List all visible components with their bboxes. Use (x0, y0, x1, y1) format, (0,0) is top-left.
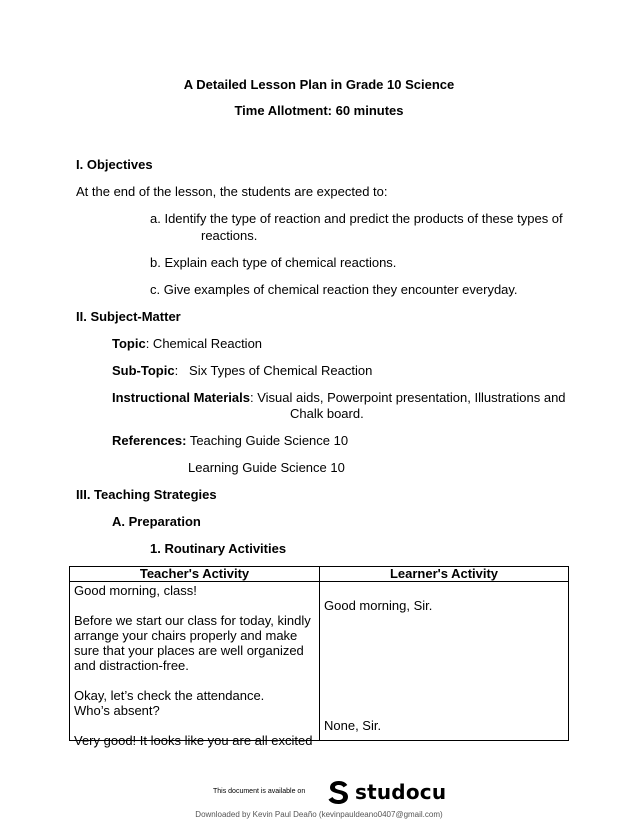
table-header-row (70, 567, 569, 582)
learner-line (324, 688, 564, 703)
teacher-line: arrange your chairs properly and make (74, 628, 298, 643)
topic-line (112, 336, 262, 352)
teacher-line: Okay, let’s check the attendance. (74, 688, 265, 703)
teacher-line: Before we start our class for today, kindly (74, 613, 311, 628)
footer-downloaded-text: Downloaded by Kevin Paul Deaño (kevinpauldeano0407@gmail.com) (195, 810, 443, 819)
teacher-line (74, 718, 315, 733)
teacher-activity-header: Teacher's Activity (70, 567, 320, 582)
materials-label: Instructional Materials (112, 390, 250, 405)
studocu-brand-text[interactable]: studocu (355, 780, 447, 804)
objectives-heading: I. Objectives (76, 157, 153, 172)
references-line (112, 433, 348, 449)
table-row (70, 582, 569, 741)
objective-c: c. Give examples of chemical reaction they encounter everyday. (150, 282, 518, 297)
learner-line: None, Sir. (324, 718, 382, 733)
subtopic-value: : Six Types of Chemical Reaction (174, 363, 373, 378)
routinary-heading: 1. Routinary Activities (150, 541, 287, 556)
topic-value: : Chemical Reaction (145, 336, 263, 351)
references-value: Teaching Guide Science 10 (186, 433, 349, 448)
learner-line (324, 733, 564, 748)
materials-value: : Visual aids, Powerpoint presentation, Illustrations and (249, 390, 566, 405)
strategies-heading: III. Teaching Strategies (76, 487, 217, 502)
subject-heading: II. Subject-Matter (76, 309, 181, 324)
subtopic-line (112, 363, 372, 379)
learner-line (324, 613, 564, 628)
objective-a-line1: a. Identify the type of reaction and predict the products of these types of (150, 211, 563, 226)
teacher-line (74, 673, 315, 688)
document-title: A Detailed Lesson Plan in Grade 10 Science (183, 77, 455, 92)
teacher-line: Very good! It looks like you are all excited (74, 733, 313, 748)
learner-line (324, 643, 564, 658)
materials-line2: Chalk board. (290, 406, 364, 421)
objectives-intro: At the end of the lesson, the students are expected to: (76, 184, 388, 199)
teacher-line: Good morning, class! (74, 583, 197, 598)
footer-available-text: This document is available on (213, 788, 306, 795)
objective-a-line2: reactions. (201, 228, 258, 243)
teacher-line: and distraction-free. (74, 658, 189, 673)
teacher-activity-cell (70, 582, 320, 748)
references-label: References: (112, 433, 187, 448)
learner-line: Good morning, Sir. (324, 598, 433, 613)
learner-line (324, 673, 564, 688)
objective-b: b. Explain each type of chemical reactions. (150, 255, 397, 270)
learner-activity-header: Learner's Activity (320, 567, 569, 582)
subtopic-label: Sub-Topic (112, 363, 175, 378)
learner-line (324, 658, 564, 673)
teacher-line (74, 598, 315, 613)
teacher-line: sure that your places are well organized (74, 643, 304, 658)
learner-line (324, 583, 564, 598)
learner-line (324, 703, 564, 718)
learner-activity-cell (320, 582, 569, 741)
materials-line (112, 390, 566, 406)
activity-table (69, 566, 569, 748)
preparation-heading: A. Preparation (112, 514, 201, 529)
teacher-line: Who’s absent? (74, 703, 160, 718)
topic-label: Topic (112, 336, 146, 351)
references-line2: Learning Guide Science 10 (188, 460, 345, 475)
learner-line (324, 628, 564, 643)
time-allotment: Time Allotment: 60 minutes (234, 103, 404, 118)
